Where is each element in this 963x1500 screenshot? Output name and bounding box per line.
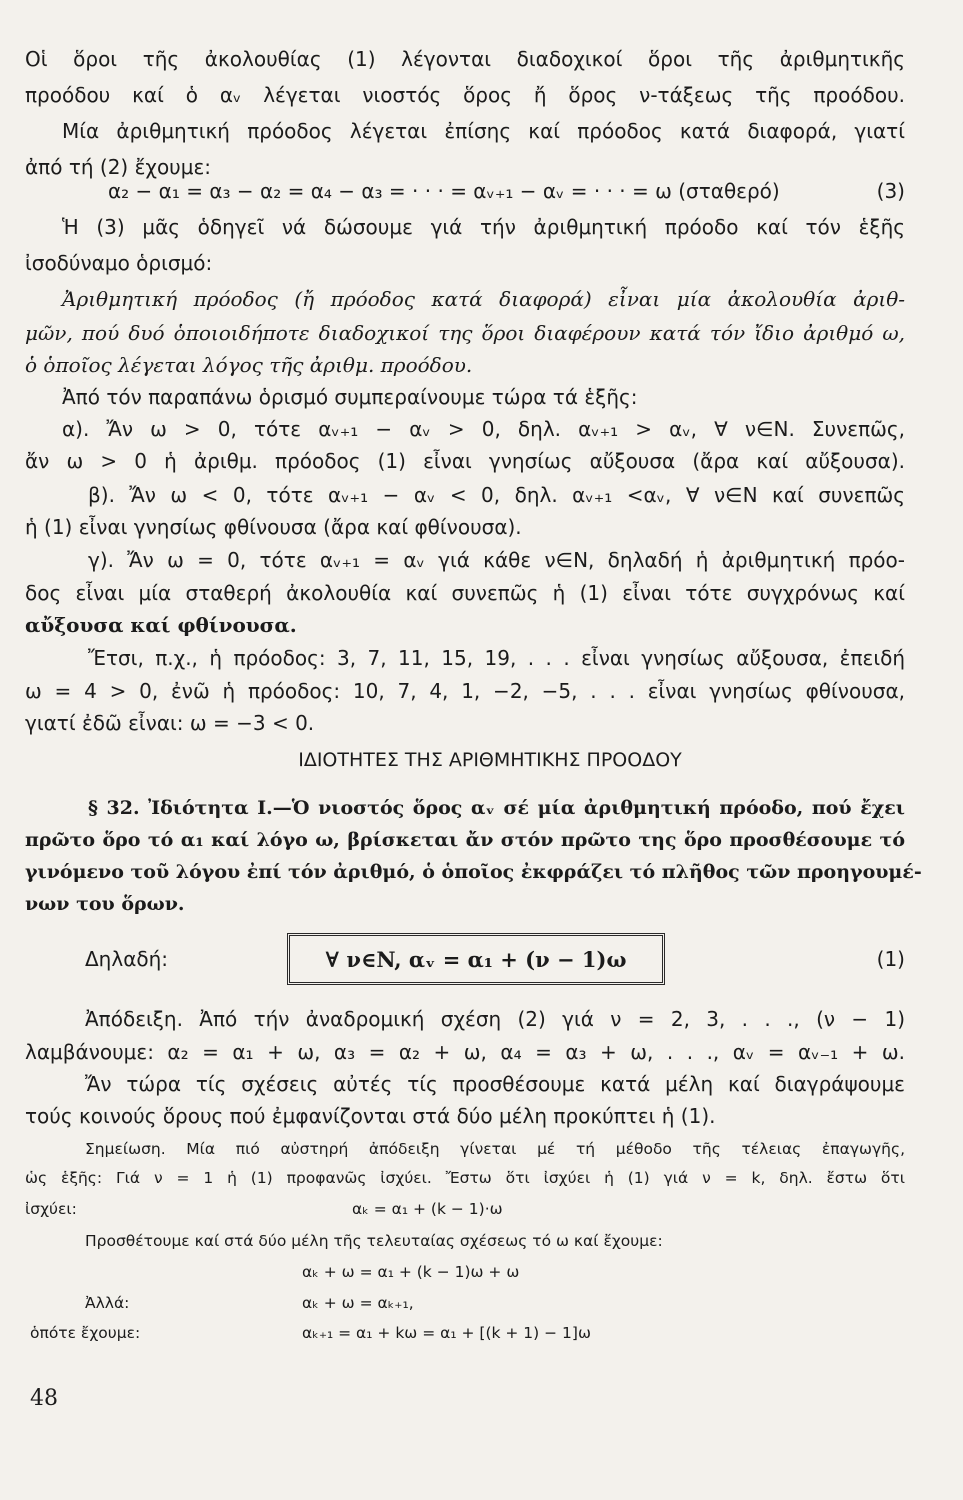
case-beta-line-2: ἡ (1) εἶναι γνησίως φθίνουσα (ἄρα καί φθίνουσα).	[25, 515, 522, 539]
formula-number: (1)	[876, 947, 905, 971]
proof-line-1: Ἀπόδειξη. Ἀπό τήν ἀναδρομική σχέση (2) γιά ν = 2, 3, . . ., (ν − 1)	[85, 1007, 905, 1031]
definition-line-1: Ἀριθμητική πρόοδος (ἤ πρόοδος κατά διαφορά) εἶναι μία ἀκολουθία ἀριθ-	[62, 287, 905, 311]
case-gamma-line-3: αὔξουσα καί φθίνουσα.	[25, 613, 297, 637]
property-line-2: πρῶτο ὅρο τό α₁ καί λόγο ω, βρίσκεται ἄν στόν πρῶτο της ὅρο προσθέσουμε τό	[25, 829, 905, 851]
note-line-6-formula: αₖ + ω = αₖ₊₁,	[302, 1294, 414, 1312]
proof-line-2: λαμβάνουμε: α₂ = α₁ + ω, α₃ = α₂ + ω, α₄ = α₃ + ω, . . ., αᵥ = αᵥ₋₁ + ω.	[25, 1040, 905, 1064]
property-line-3: γινόμενο τοῦ λόγου ἐπί τόν ἀριθμό, ὁ ὁποῖος ἐκφράζει τό πλῆθος τῶν προηγουμέ-	[25, 861, 922, 883]
boxed-formula: ∀ ν∈N, αᵥ = α₁ + (ν − 1)ω	[287, 933, 665, 985]
note-line-3-label: ἰσχύει:	[25, 1200, 77, 1218]
text-line-3: Μία ἀριθμητική πρόοδος λέγεται ἐπίσης καί πρόοδος κατά διαφορά, γιατί	[62, 119, 905, 143]
case-alpha-line-1: α). Ἄν ω > 0, τότε αᵥ₊₁ − αᵥ > 0, δηλ. αᵥ₊₁ > αᵥ, ∀ ν∈N. Συνεπῶς,	[62, 417, 905, 441]
text-line-6: Ἡ (3) μᾶς ὁδηγεῖ νά δώσουμε γιά τήν ἀριθμητική πρόοδο καί τόν ἑξῆς	[62, 215, 905, 239]
note-line-4: Προσθέτουμε καί στά δύο μέλη τῆς τελευταίας σχέσεως τό ω καί ἔχουμε:	[85, 1232, 663, 1250]
section-heading: ΙΔΙΟΤΗΤΕΣ ΤΗΣ ΑΡΙΘΜΗΤΙΚΗΣ ΠΡΟΟΔΟΥ	[298, 749, 682, 771]
definition-line-2: μῶν, πού δυό ὁποιοιδήποτε διαδοχικοί της ὅροι διαφέρουν κατά τόν ἴδιο ἀριθμό ω,	[25, 321, 905, 345]
property-line-4: νων του ὅρων.	[25, 893, 185, 915]
case-beta-line-1: β). Ἄν ω < 0, τότε αᵥ₊₁ − αᵥ < 0, δηλ. αᵥ₊₁ <αᵥ, ∀ ν∈N καί συνεπῶς	[88, 483, 905, 507]
text-line-2: προόδου καί ὁ αᵥ λέγεται νιοστός ὅρος ἤ ὅρος ν-τάξεως τῆς προόδου.	[25, 83, 905, 107]
equation-3-number: (3)	[876, 179, 905, 203]
page-number: 48	[30, 1386, 58, 1411]
case-gamma-line-1: γ). Ἄν ω = 0, τότε αᵥ₊₁ = αᵥ γιά κάθε ν∈N, δηλαδή ἡ ἀριθμητική πρόο-	[88, 548, 905, 572]
note-line-6-label: Ἀλλά:	[85, 1294, 130, 1312]
example-line-2: ω = 4 > 0, ἐνῶ ἡ πρόοδος: 10, 7, 4, 1, −2, −5, . . . εἶναι γνησίως φθίνουσα,	[25, 679, 905, 703]
diladi-label: Δηλαδή:	[85, 947, 169, 971]
text-line-1: Οἱ ὅροι τῆς ἀκολουθίας (1) λέγονται διαδοχικοί ὅροι τῆς ἀριθμητικῆς	[25, 47, 905, 71]
note-line-5-formula: αₖ + ω = α₁ + (k − 1)ω + ω	[302, 1263, 520, 1281]
note-line-3-formula: αₖ = α₁ + (k − 1)·ω	[352, 1200, 503, 1218]
property-line-1: § 32. Ἰδιότητα Ι.—Ὁ νιοστός ὅρος αᵥ σέ μία ἀριθμητική πρόοδο, πού ἔχει	[88, 797, 905, 819]
note-line-1: Σημείωση. Μία πιό αὐστηρή ἀπόδειξη γίνεται μέ τή μέθοδο τῆς τέλειας ἐπαγωγῆς,	[85, 1140, 905, 1158]
note-line-7-formula: αₖ₊₁ = α₁ + kω = α₁ + [(k + 1) − 1]ω	[302, 1324, 591, 1342]
example-line-1: Ἔτσι, π.χ., ἡ πρόοδος: 3, 7, 11, 15, 19, . . . εἶναι γνησίως αὔξουσα, ἐπειδή	[88, 646, 905, 670]
case-gamma-line-2: δος εἶναι μία σταθερή ἀκολουθία καί συνεπῶς ἡ (1) εἶναι τότε συγχρόνως καί	[25, 581, 905, 605]
proof-line-3: Ἄν τώρα τίς σχέσεις αὐτές τίς προσθέσουμε κατά μέλη καί διαγράψουμε	[85, 1072, 905, 1096]
definition-line-3: ὁ ὁποῖος λέγεται λόγος τῆς ἀριθμ. προόδου.	[25, 353, 473, 377]
case-alpha-line-2: ἄν ω > 0 ἡ ἀριθμ. πρόοδος (1) εἶναι γνησίως αὔξουσα (ἄρα καί αὔξουσα).	[25, 449, 905, 473]
equation-3: α₂ − α₁ = α₃ − α₂ = α₄ − α₃ = · · · = αᵥ₊₁ − αᵥ = · · · = ω (σταθερό)	[108, 179, 780, 203]
proof-line-4: τούς κοινούς ὅρους πού ἐμφανίζονται στά δύο μέλη προκύπτει ἡ (1).	[25, 1104, 716, 1128]
text-line-11: Ἀπό τόν παραπάνω ὁρισμό συμπεραίνουμε τώρα τά ἑξῆς:	[62, 385, 638, 409]
text-line-4: ἀπό τή (2) ἔχουμε:	[25, 155, 212, 179]
note-line-7-label: ὁπότε ἔχουμε:	[30, 1324, 141, 1342]
note-line-2: ὡς ἑξῆς: Γιά ν = 1 ἡ (1) προφανῶς ἰσχύει. Ἔστω ὅτι ἰσχύει ἡ (1) γιά ν = k, δηλ. ἔστω ὅτι	[25, 1169, 905, 1187]
text-line-7: ἰσοδύναμο ὁρισμό:	[25, 251, 213, 275]
example-line-3: γιατί ἐδῶ εἶναι: ω = −3 < 0.	[25, 711, 315, 735]
